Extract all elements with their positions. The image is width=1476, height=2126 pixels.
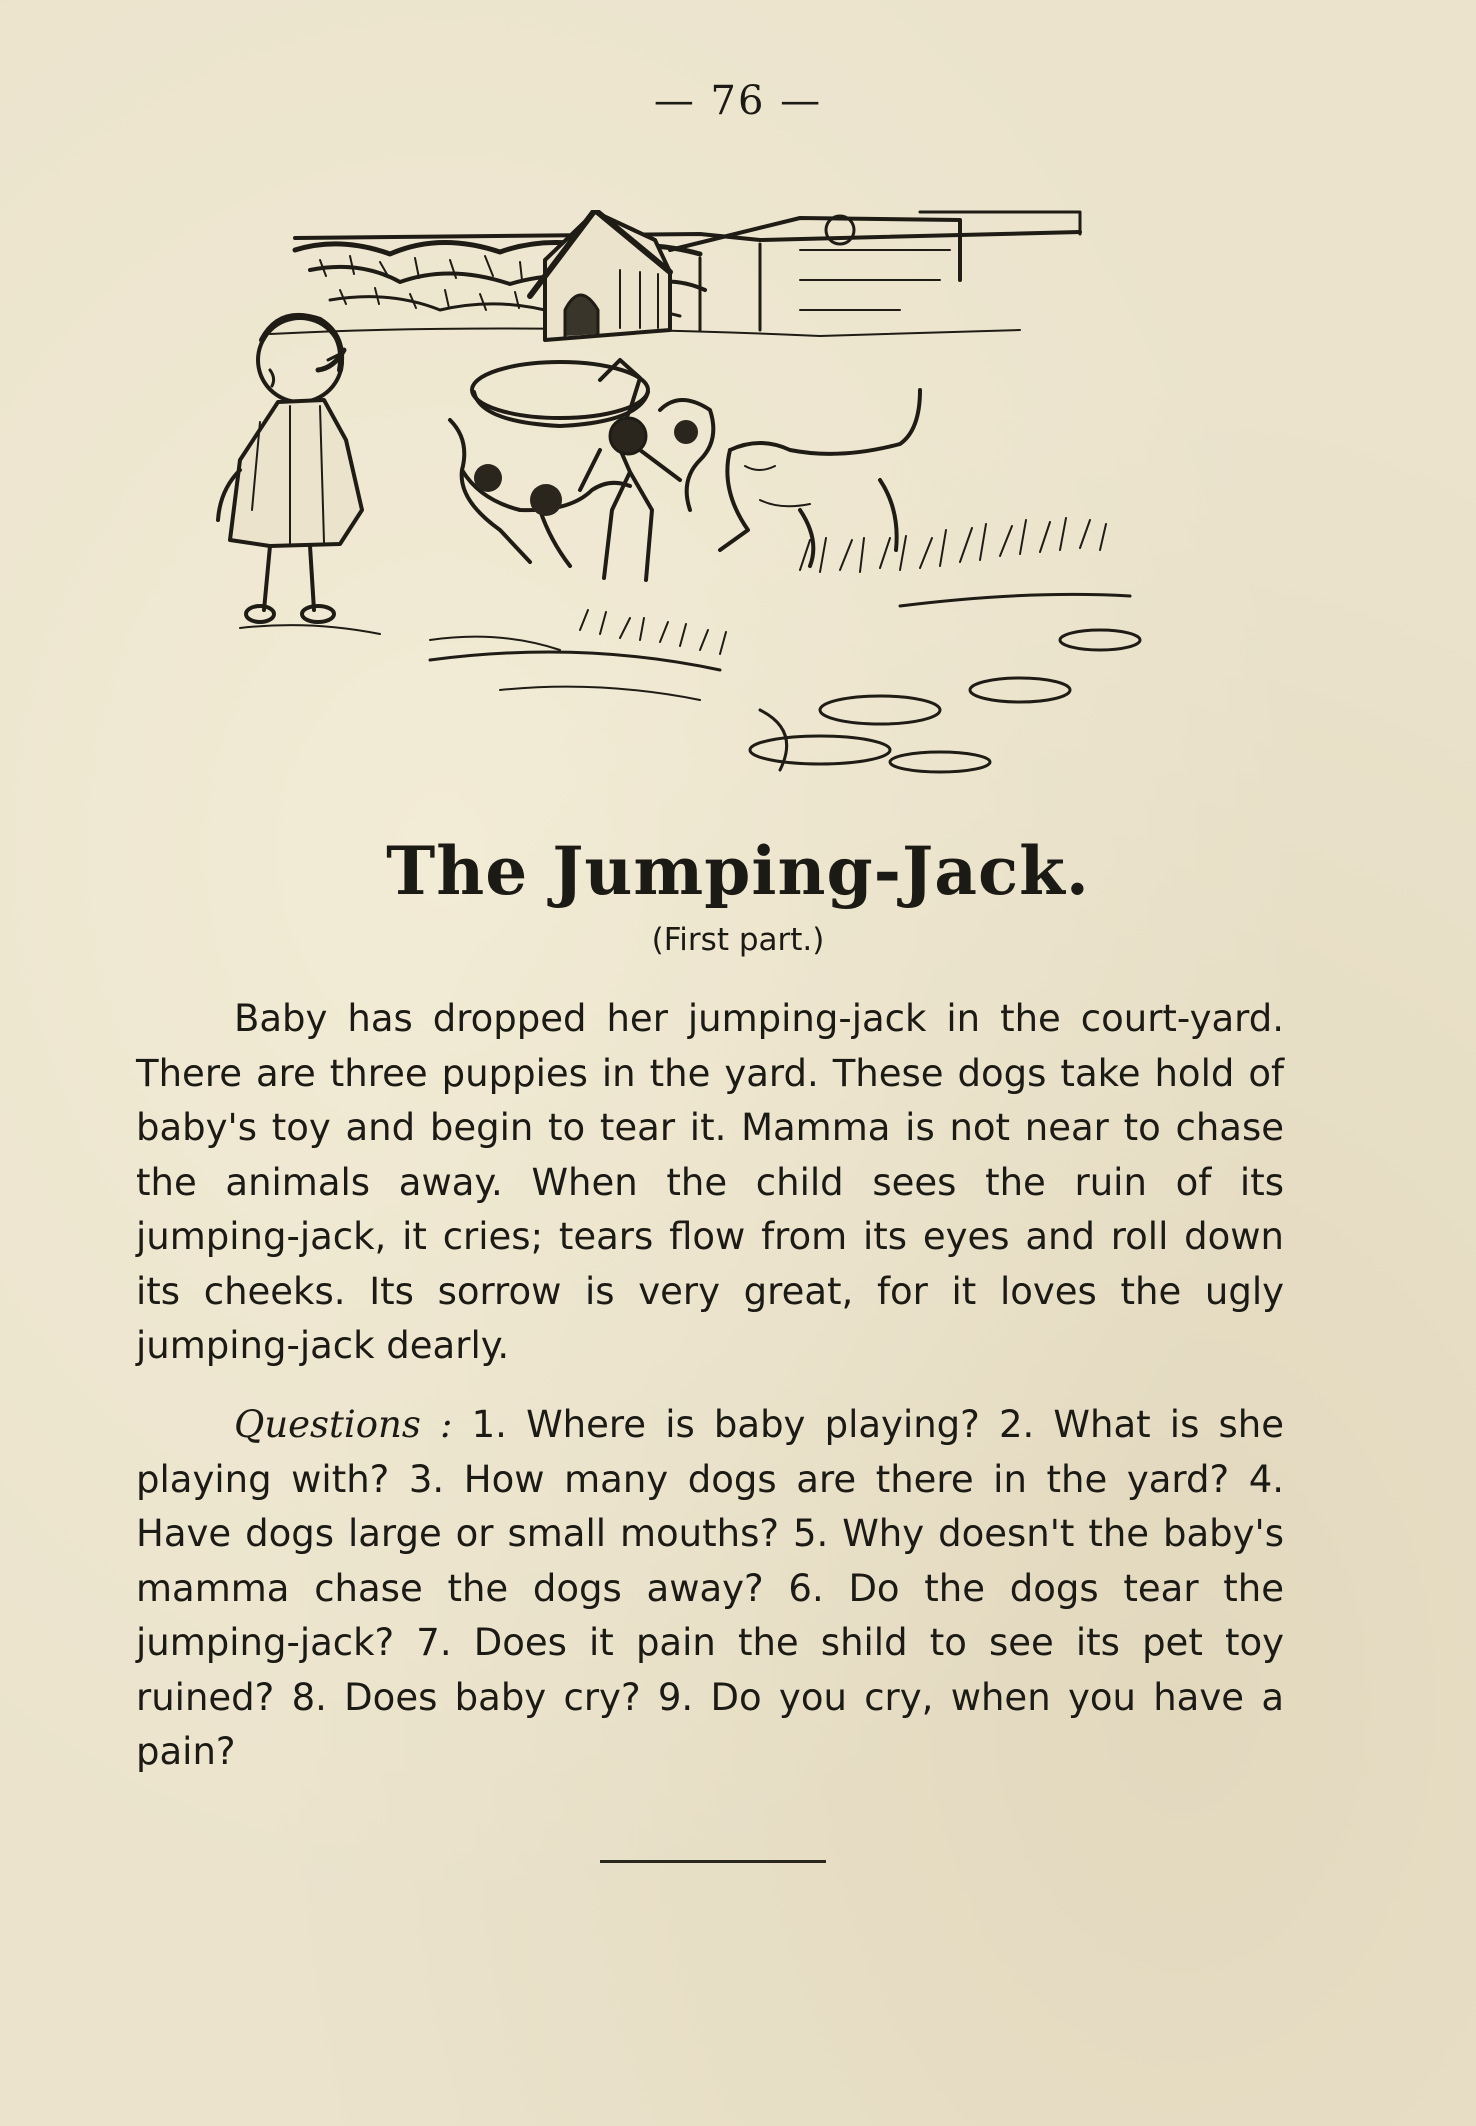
questions-text: 1. Where is baby playing? 2. What is she playing with? 3. How many dogs are there in the yard? 4. Have dogs large or small mouths? 5. Why doesn't the baby's mamma chase the dogs away? 6. Do the dogs tear the jumping-jack? 7. Does it pain the shild to see its pet toy ruined? 8. Does baby cry? 9. Do you cry, when you have a pain? <box>136 1403 1284 1773</box>
page-number: — 76 — <box>653 78 823 124</box>
questions-paragraph <box>136 1398 1284 1780</box>
story-paragraph: Baby has dropped her jumping-jack in the court-yard. There are three puppies in the yard. These dogs take hold of baby's toy and begin to tear it. Mamma is not near to chase the animals away. When the child sees the ruin of its jumping-jack, it cries; tears flow from its eyes and roll down its cheeks. Its sorrow is very great, for it loves the ugly jumping-jack dearly. <box>136 997 1284 1367</box>
closing-rule <box>600 1860 826 1863</box>
illustration-girl-and-dogs <box>200 210 1280 790</box>
story-subtitle: (First part.) <box>651 922 825 958</box>
story-title: The Jumping-Jack. <box>386 832 1090 910</box>
questions-label: Questions : <box>234 1403 453 1446</box>
